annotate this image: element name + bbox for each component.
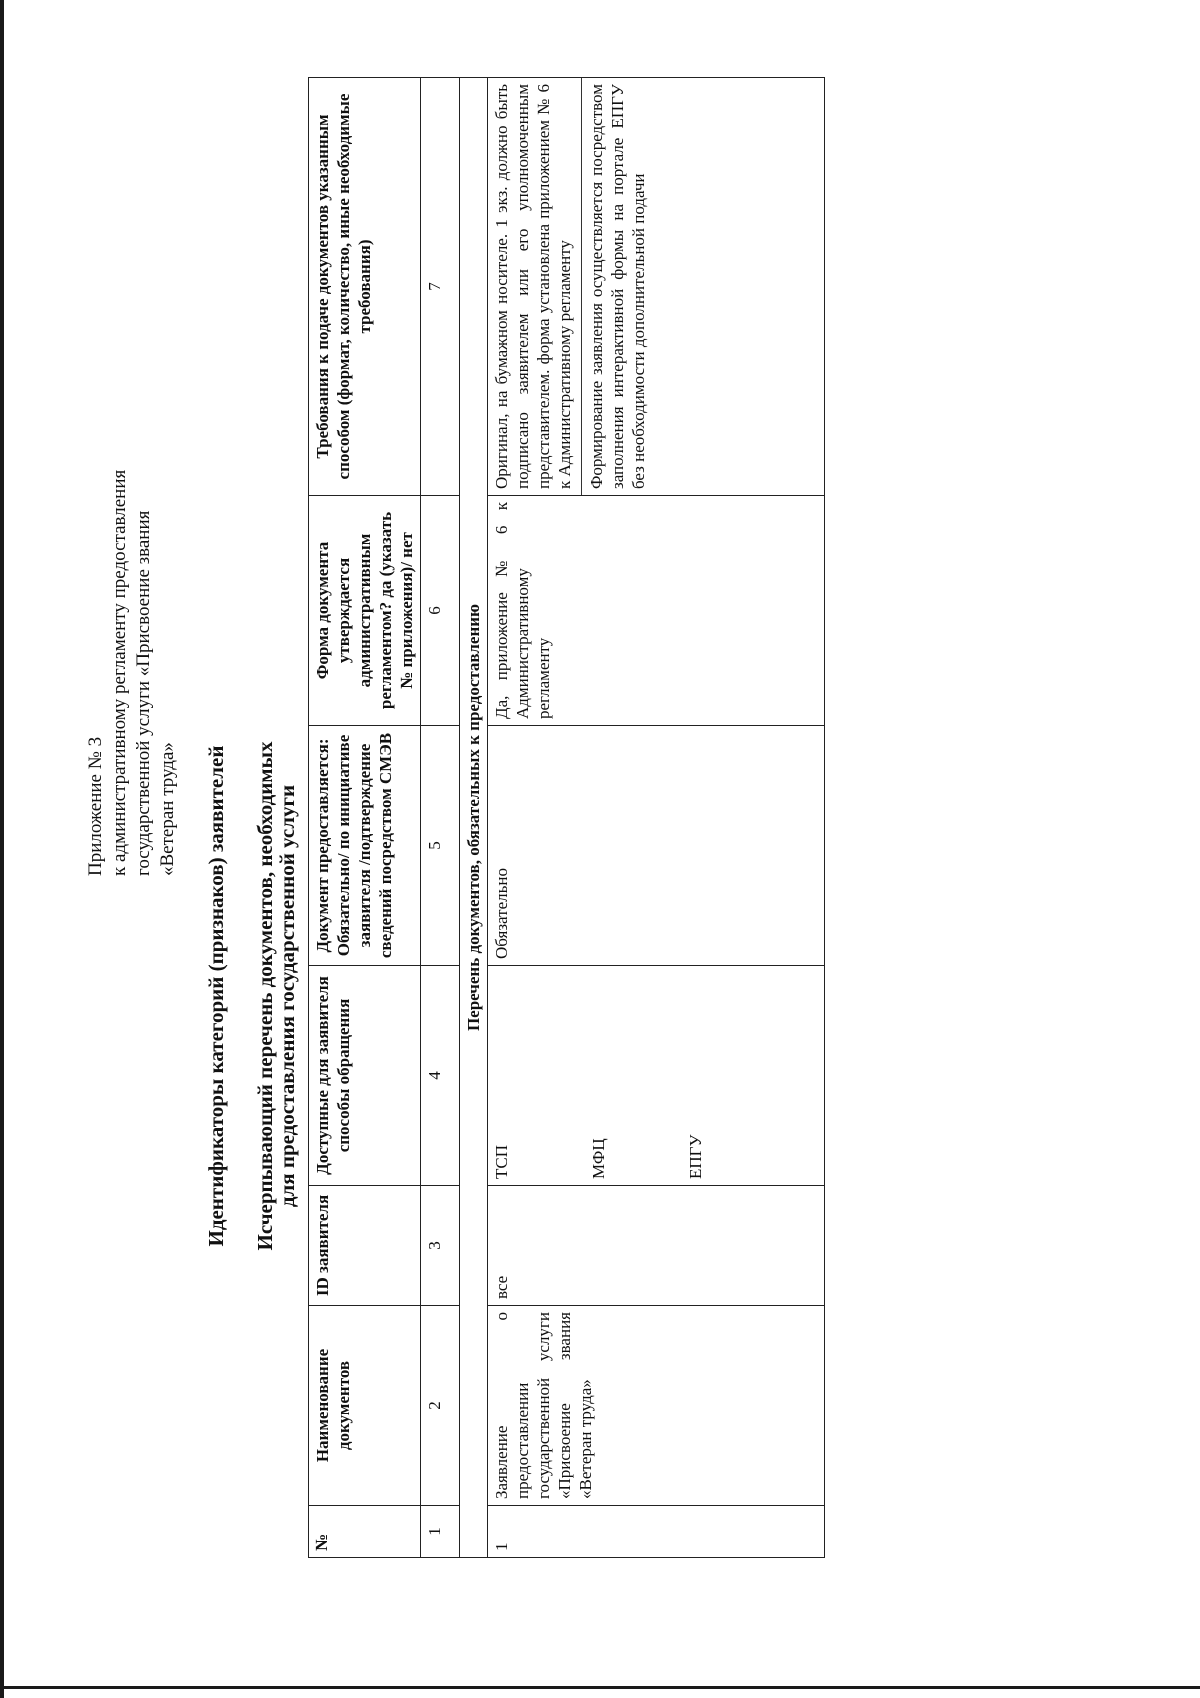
requirements-cell — [488, 78, 825, 496]
form-approval: Да, приложение № 6 к Административному регламенту — [488, 496, 825, 726]
requirement-epgu: Формирование заявления осуществляется посредством заполнения интерактивной формы на портале ЕПГУ без необходимости дополнительной подачи — [581, 78, 649, 495]
appendix-line-3: государственной услуги «Присвоение звания — [133, 510, 154, 876]
column-number: 7 — [421, 78, 460, 496]
appendix-header — [84, 316, 180, 876]
title-identifiers: Идентификаторы категорий (признаков) заявителей — [204, 745, 228, 1247]
appendix-number: Приложение № 3 — [85, 736, 106, 876]
column-number: 6 — [421, 496, 460, 726]
row-number: 1 — [488, 1506, 825, 1558]
channel-mfc: МФЦ — [589, 1138, 608, 1179]
column-number: 1 — [421, 1506, 460, 1558]
title-documents-list-line-2: для предоставления государственной услуги — [275, 784, 299, 1208]
title-documents-list-line-1: Исчерпывающий перечень документов, необходимых — [253, 741, 277, 1251]
column-number: 3 — [421, 1186, 460, 1306]
table-header-row — [309, 78, 421, 1558]
channels-cell — [488, 966, 825, 1186]
header-document-name: Наименование документов — [309, 1306, 421, 1506]
appendix-line-4: «Ветеран труда» — [157, 742, 178, 876]
column-number: 4 — [421, 966, 460, 1186]
rotated-document-sheet — [8, 12, 1184, 1696]
provision-mandatory: Обязательно — [488, 726, 825, 966]
applicant-id: все — [488, 1186, 825, 1306]
column-number: 2 — [421, 1306, 460, 1506]
documents-table — [308, 77, 825, 1558]
header-form: Форма документа утверждается административным регламентом? да (указать № приложения)/ нет — [309, 496, 421, 726]
channel-epgu: ЕПГУ — [686, 1134, 705, 1179]
requirement-paper: Оригинал, на бумажном носителе. 1 экз. должно быть подписано заявителем или его уполномоченным представителем. форма установлена приложением № 6 к Административному регламенту — [492, 84, 574, 489]
header-applicant-id: ID заявителя — [309, 1186, 421, 1306]
channel-tsp: ТСП — [492, 1145, 511, 1179]
document-name: Заявление о предоставлении государственной услуги «Присвоение звания «Ветеран труда» — [488, 1306, 825, 1506]
header-provision: Документ предоставляется: Обязательно/ по инициативе заявителя /подтверждение сведений посредством СМЭВ — [309, 726, 421, 966]
header-requirements: Требования к подаче документов указанным способом (формат, количество, иные необходимые требования) — [309, 78, 421, 496]
section-row — [460, 78, 488, 1558]
column-numbers-row — [421, 78, 460, 1558]
appendix-line-2: к административному регламенту предоставления — [109, 469, 130, 876]
scan-edge-left — [0, 0, 4, 1698]
section-title: Перечень документов, обязательных к предоставлению — [460, 78, 488, 1558]
header-number: № — [309, 1506, 421, 1558]
title-documents-list — [254, 496, 298, 1496]
column-number: 5 — [421, 726, 460, 966]
header-channels: Доступные для заявителя способы обращения — [309, 966, 421, 1186]
table-row — [488, 78, 825, 1558]
